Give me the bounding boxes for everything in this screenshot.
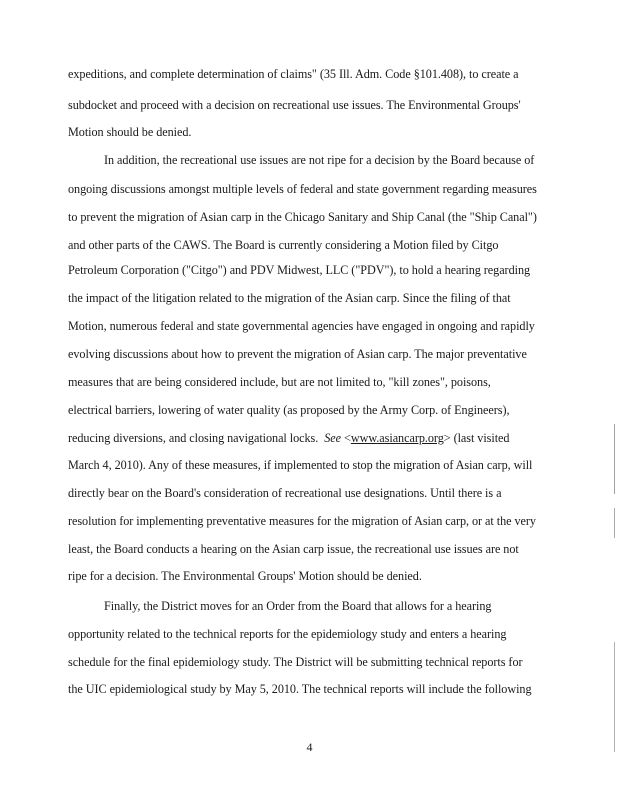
- text-line: the UIC epidemiological study by May 5, 2010. The technical reports will include the following: [68, 682, 532, 696]
- link-bracket-open: <: [344, 431, 351, 445]
- text-line: and other parts of the CAWS. The Board is currently considering a Motion filed by Citgo: [68, 238, 499, 252]
- text-line: schedule for the final epidemiology study. The District will be submitting technical reports for: [68, 655, 523, 669]
- text-line: evolving discussions about how to prevent the migration of Asian carp. The major preventative: [68, 347, 527, 361]
- paragraph-start: In addition, the recreational use issues are not ripe for a decision by the Board because of: [104, 153, 535, 167]
- link-bracket-close: >: [443, 431, 451, 445]
- text-line: Petroleum Corporation ("Citgo") and PDV Midwest, LLC ("PDV"), to hold a hearing regarding: [68, 263, 531, 277]
- text-segment: (last visited: [450, 431, 510, 445]
- text-line: subdocket and proceed with a decision on recreational use issues. The Environmental Groups': [68, 98, 521, 112]
- see-signal: See: [324, 431, 342, 445]
- text-line: to prevent the migration of Asian carp in the Chicago Sanitary and Ship Canal (the "Ship Canal"): [68, 210, 537, 224]
- page-number: 4: [306, 740, 313, 754]
- text-line: resolution for implementing preventative measures for the migration of Asian carp, or at the very: [68, 514, 536, 528]
- text-line: directly bear on the Board's consideration of recreational use designations. Until there is a: [68, 486, 502, 500]
- scan-edge-mark: [614, 508, 615, 538]
- scan-edge-mark: [614, 424, 615, 494]
- text-line: the impact of the litigation related to the migration of the Asian carp. Since the filing of that: [68, 291, 511, 305]
- text-line: measures that are being considered include, but are not limited to, "kill zones", poisons,: [68, 375, 491, 389]
- text-line: opportunity related to the technical reports for the epidemiology study and enters a hearing: [68, 627, 507, 641]
- text-line: electrical barriers, lowering of water quality (as proposed by the Army Corp. of Engineers),: [68, 403, 510, 417]
- citation-line: [68, 430, 509, 446]
- scan-edge-mark: [614, 642, 615, 752]
- text-line: least, the Board conducts a hearing on the Asian carp issue, the recreational use issues are not: [68, 542, 519, 556]
- text-line: ripe for a decision. The Environmental Groups' Motion should be denied.: [68, 569, 422, 583]
- text-segment: reducing diversions, and closing navigational locks.: [68, 431, 319, 445]
- text-line: ongoing discussions amongst multiple levels of federal and state government regarding measures: [68, 182, 537, 196]
- text-line: expeditions, and complete determination of claims" (35 Ill. Adm. Code §101.408), to create a: [68, 67, 519, 81]
- text-line: Motion, numerous federal and state governmental agencies have engaged in ongoing and rapidly: [68, 319, 535, 333]
- text-line: March 4, 2010). Any of these measures, if implemented to stop the migration of Asian carp, will: [68, 458, 533, 472]
- paragraph-start: Finally, the District moves for an Order from the Board that allows for a hearing: [104, 599, 492, 613]
- asiancarp-link[interactable]: www.asiancarp.org: [350, 431, 444, 445]
- text-line: Motion should be denied.: [68, 125, 192, 139]
